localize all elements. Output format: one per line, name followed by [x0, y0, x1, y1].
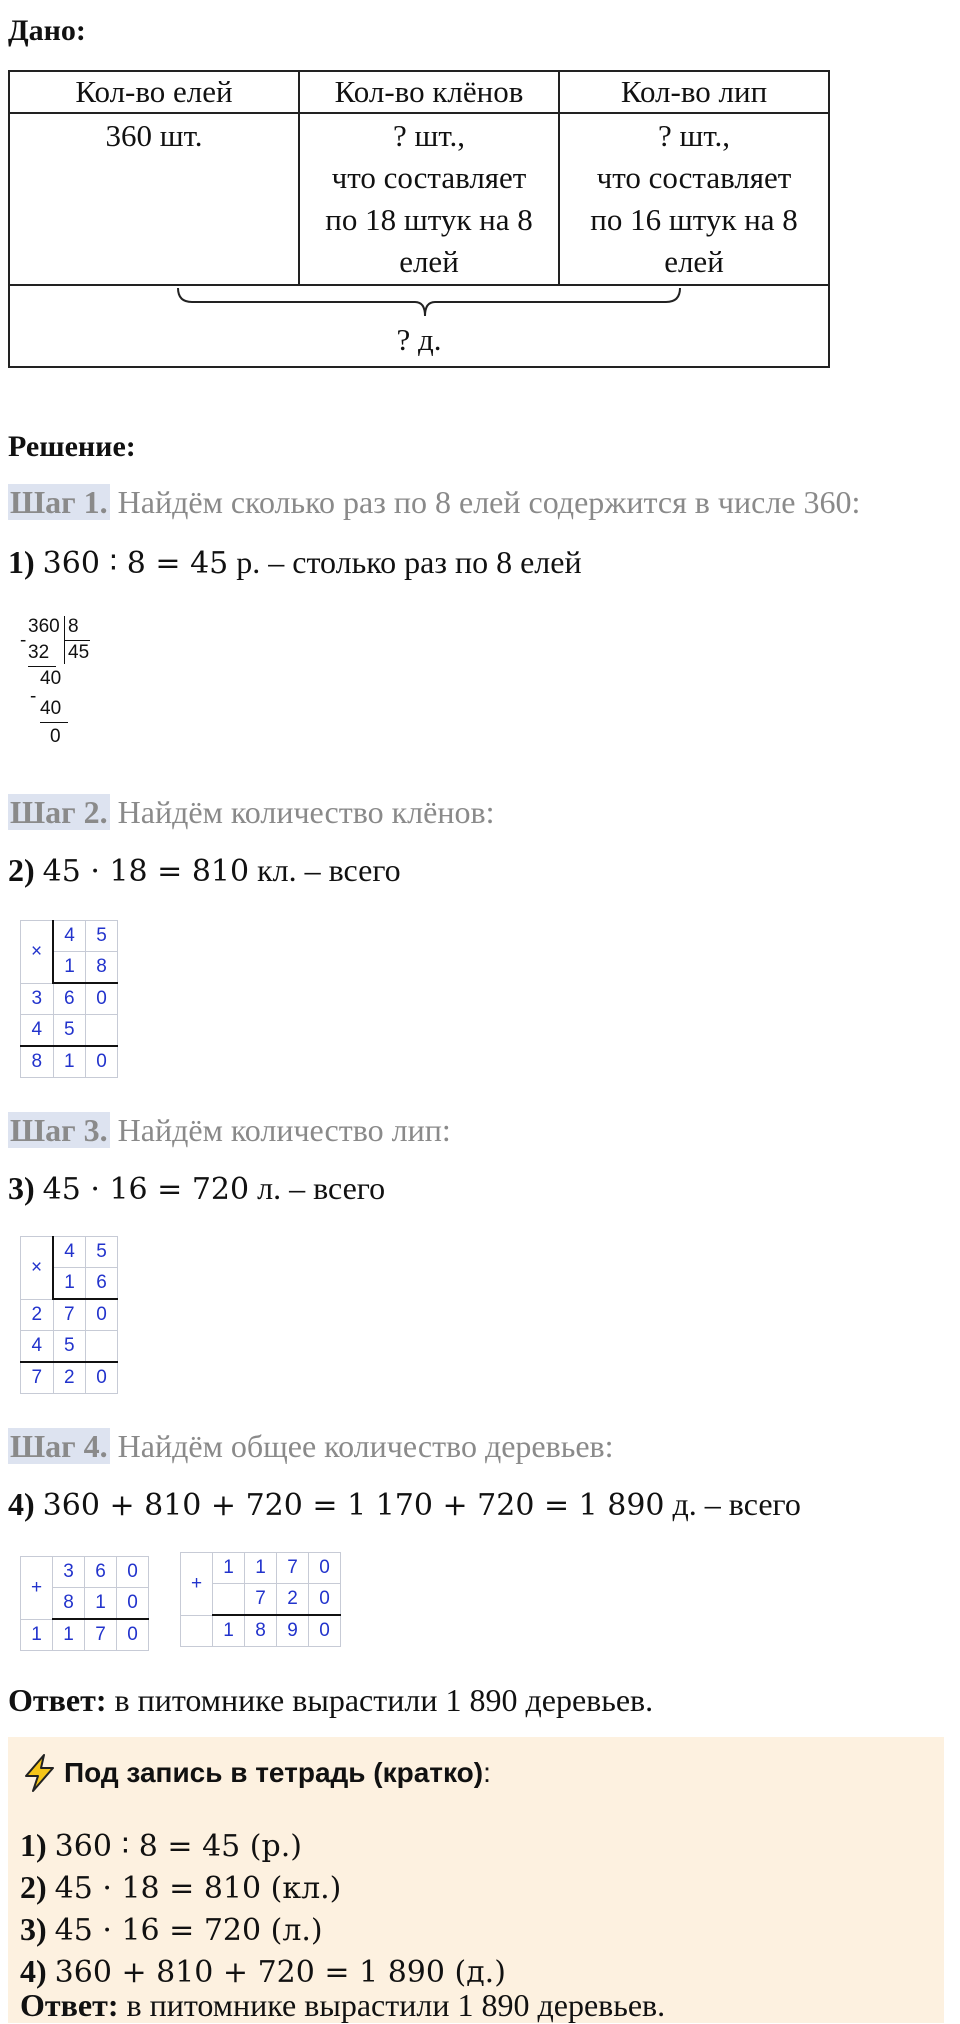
equation-expression: 360 ∶ 8 = 45	[42, 546, 229, 581]
equation-number: 1)	[8, 544, 35, 580]
summary-box	[8, 1737, 944, 2023]
equation-number: 4)	[8, 1486, 35, 1522]
equation-4	[8, 1486, 801, 1523]
division-remainder: 0	[50, 726, 61, 747]
division-subtrahend: 32	[28, 642, 50, 663]
lightning-icon	[20, 1753, 60, 1793]
firs-value: 360 шт.	[105, 118, 203, 153]
maples-value-line: ? шт.,	[392, 118, 466, 153]
multiplication-grid-2: × 4 5 1 6 2 7 0 4 5 7 2 0	[20, 1236, 118, 1394]
operator-sign: ×	[21, 921, 54, 984]
step-tag: Шаг 3.	[10, 1112, 108, 1148]
step-tag: Шаг 4.	[10, 1428, 108, 1464]
summary-line: 4) 360 + 810 + 720 = 1 890 (д.)	[20, 1953, 506, 1990]
equation-tail: д. – всего	[664, 1486, 801, 1522]
step-text: Найдём общее количество деревьев:	[109, 1428, 614, 1464]
step-tag: Шаг 1.	[10, 484, 108, 520]
total-value: ? д.	[396, 322, 442, 357]
step-text: Найдём сколько раз по 8 елей содержится в числе 360:	[109, 484, 861, 520]
column-header-lindens: Кол-во лип	[620, 74, 768, 109]
lindens-value-line: ? шт.,	[657, 118, 731, 153]
lindens-value-line: что составляет	[596, 160, 792, 195]
step-text: Найдём количество лип:	[109, 1112, 451, 1148]
maples-value-line: что составляет	[331, 160, 527, 195]
addition-grid-2: + 1 1 7 0 7 2 0 1 8 9 0	[180, 1552, 341, 1647]
answer-text: в питомнике вырастили 1 890 деревьев.	[106, 1682, 654, 1718]
summary-answer: Ответ: в питомнике вырастили 1 890 деревьев.	[20, 1987, 666, 2023]
maples-value-line: елей	[399, 244, 459, 279]
division-divisor: 8	[68, 616, 79, 637]
curly-brace	[10, 284, 828, 324]
given-heading: Дано:	[8, 14, 86, 47]
step-2-line	[8, 794, 494, 831]
equation-expression: 45 · 18 = 810	[42, 854, 250, 889]
summary-line: 2) 45 · 18 = 810 (кл.)	[20, 1869, 342, 1906]
division-subtrahend: 40	[40, 698, 62, 719]
multiplication-grid-1: × 4 5 1 8 3 6 0 4 5 8 1 0	[20, 920, 118, 1078]
lindens-value-line: елей	[664, 244, 724, 279]
answer-label: Ответ:	[8, 1682, 107, 1718]
column-header-firs: Кол-во елей	[75, 74, 233, 109]
long-division: 360 8 45 - 32 40 - 40 0	[20, 616, 90, 747]
step-1-line	[8, 484, 860, 521]
given-table	[8, 70, 830, 368]
operator-sign: ×	[21, 1237, 54, 1300]
equation-tail: р. – столько раз по 8 елей	[228, 544, 582, 580]
equation-1	[8, 544, 582, 581]
operator-sign: +	[21, 1557, 53, 1620]
step-text: Найдём количество клёнов:	[109, 794, 495, 830]
division-quotient: 45	[68, 642, 90, 663]
summary-title: Под запись в тетрадь (кратко)	[64, 1757, 484, 1788]
equation-number: 2)	[8, 852, 35, 888]
equation-tail: кл. – всего	[249, 852, 401, 888]
column-header-maples: Кол-во клёнов	[334, 74, 524, 109]
equation-2	[8, 852, 401, 889]
step-4-line	[8, 1428, 614, 1465]
summary-header: Под запись в тетрадь (кратко):	[20, 1753, 491, 1793]
addition-grid-1: + 3 6 0 8 1 0 1 1 7 0	[20, 1556, 149, 1651]
equation-number: 3)	[8, 1170, 35, 1206]
lindens-value-line: по 16 штук на 8	[590, 202, 798, 237]
equation-expression: 360 + 810 + 720 = 1 170 + 720 = 1 890	[42, 1488, 665, 1523]
division-dividend: 360	[28, 616, 60, 637]
operator-sign: +	[181, 1553, 213, 1616]
table-divider	[10, 112, 828, 114]
summary-line: 1) 360 ∶ 8 = 45 (р.)	[20, 1827, 302, 1864]
division-remainder: 40	[40, 668, 62, 689]
answer-line	[8, 1682, 653, 1719]
step-tag: Шаг 2.	[10, 794, 108, 830]
solution-heading: Решение:	[8, 430, 136, 463]
equation-tail: л. – всего	[249, 1170, 386, 1206]
equation-expression: 45 · 16 = 720	[42, 1172, 250, 1207]
equation-3	[8, 1170, 385, 1207]
summary-line: 3) 45 · 16 = 720 (л.)	[20, 1911, 323, 1948]
maples-value-line: по 18 штук на 8	[325, 202, 533, 237]
step-3-line	[8, 1112, 451, 1149]
